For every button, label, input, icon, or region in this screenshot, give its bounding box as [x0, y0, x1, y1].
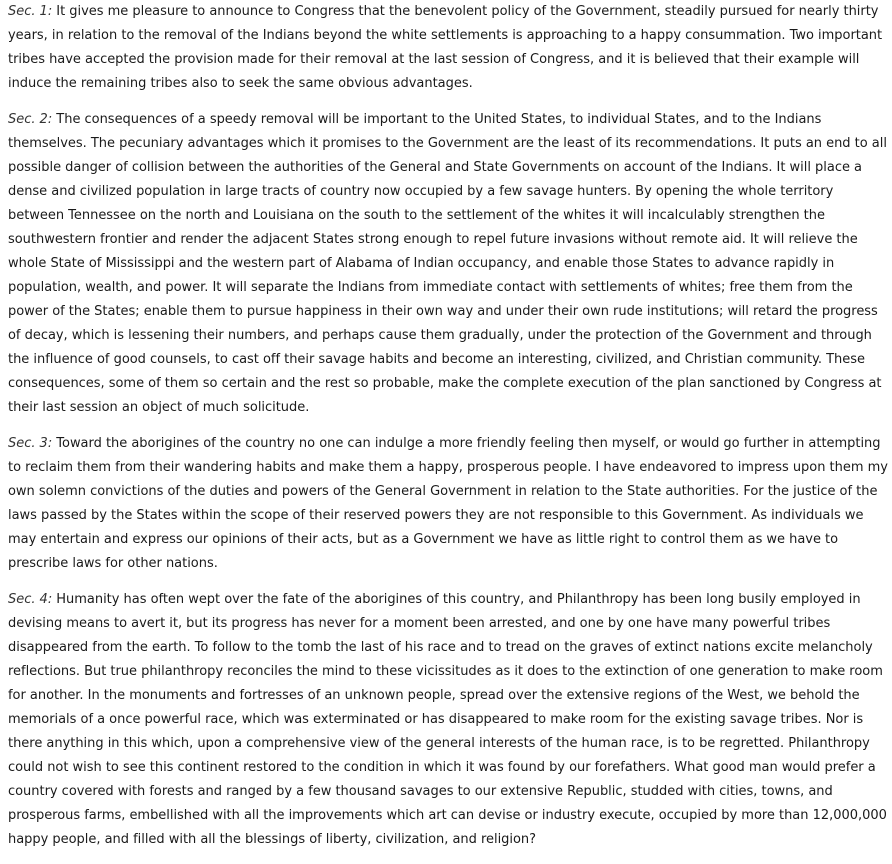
section-text: It gives me pleasure to announce to Congress that the benevolent policy of the Government, steadily pursued for nearly thirty years, in relation to the removal of the Indians beyond the white settlements is approaching to a happy consummation. Two important tribes have accepted the provision made for their removal at the last session of Congress, and it is believed that their example will induce the remaining tribes also to seek the same obvious advantages.	[8, 4, 883, 91]
section-text: The consequences of a speedy removal will be important to the United States, to individual States, and to the Indians themselves. The pecuniary advantages which it promises to the Government are the least of its recommendations. It puts an end to all possible danger of collision between the authorities of the General and State Governments on account of the Indians. It will place a dense and civilized population in large tracts of country now occupied by a few savage hunters. By opening the whole territory between Tennessee on the north and Louisiana on the south to the settlement of the whites it will incalculably strengthen the southwestern frontier and render the adjacent States strong enough to repel future invasions without remote aid. It will relieve the whole State of Mississippi and the western part of Alabama of Indian occupancy, and enable those States to advance rapidly in population, wealth, and power. It will separate the Indians from immediate contact with settlements of whites; free them from the power of the States; enable them to pursue happiness in their own way and under their own rude institutions; will retard the progress of decay, which is lessening their numbers, and perhaps cause them gradually, under the protection of the Government and through the influence of good counsels, to cast off their savage habits and become an interesting, civilized, and Christian community. These consequences, some of them so certain and the rest so probable, make the complete execution of the plan sanctioned by Congress at their last session an object of much solicitude.	[8, 112, 887, 415]
section-1	[8, 0, 888, 96]
section-label: Sec. 2:	[8, 112, 53, 127]
section-label: Sec. 3:	[8, 436, 53, 451]
section-text: Toward the aborigines of the country no one can indulge a more friendly feeling then myself, or would go further in attempting to reclaim them from their wandering habits and make them a happy, prosperous people. I have endeavored to impress upon them my own solemn convictions of the duties and powers of the General Government in relation to the State authorities. For the justice of the laws passed by the States within the scope of their reserved powers they are not responsible to this Government. As individuals we may entertain and express our opinions of their acts, but as a Government we have as little right to control them as we have to prescribe laws for other nations.	[8, 436, 888, 571]
section-4	[8, 588, 888, 852]
section-3	[8, 432, 888, 576]
section-text: Humanity has often wept over the fate of the aborigines of this country, and Philanthropy has been long busily employed in devising means to avert it, but its progress has never for a moment been arrested, and one by one have many powerful tribes disappeared from the earth. To follow to the tomb the last of his race and to tread on the graves of extinct nations excite melancholy reflections. But true philanthropy reconciles the mind to these vicissitudes as it does to the extinction of one generation to make room for another. In the monuments and fortresses of an unknown people, spread over the extensive regions of the West, we behold the memorials of a once powerful race, which was exterminated or has disappeared to make room for the existing savage tribes. Nor is there anything in this which, upon a comprehensive view of the general interests of the human race, is to be regretted. Philanthropy could not wish to see this continent restored to the condition in which it was found by our forefathers. What good man would prefer a country covered with forests and ranged by a few thousand savages to our extensive Republic, studded with cities, towns, and prosperous farms, embellished with all the improvements which art can devise or industry execute, occupied by more than 12,000,000 happy people, and filled with all the blessings of liberty, civilization, and religion?	[8, 592, 887, 847]
section-label: Sec. 1:	[8, 4, 53, 19]
section-label: Sec. 4:	[8, 592, 53, 607]
document-body	[8, 0, 888, 864]
section-2	[8, 108, 888, 420]
